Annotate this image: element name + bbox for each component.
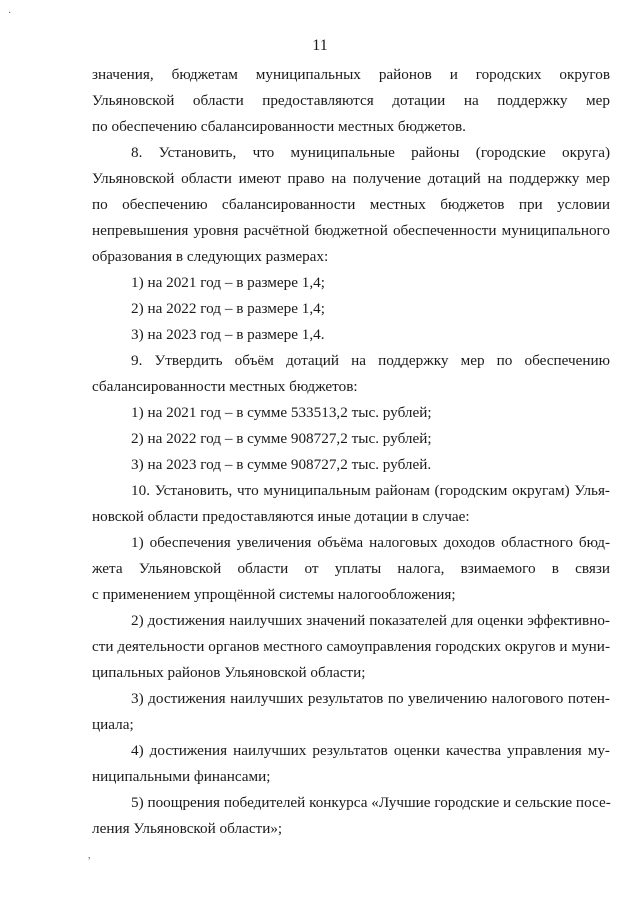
text-line: сбалансированности местных бюджетов: (92, 378, 358, 395)
text-line: с применением упрощённой системы налогообложения; (92, 586, 456, 603)
text-line: Ульяновской области имеют право на получение дотаций на поддержку мер (92, 170, 610, 187)
text-line: ниципальными финансами; (92, 768, 271, 785)
list-item: 3) достижения наилучших результатов по увеличению налогового потен- (131, 690, 610, 707)
list-item: 1) на 2021 год – в сумме 533513,2 тыс. рублей; (131, 404, 432, 421)
text-line: образования в следующих размерах: (92, 248, 329, 265)
list-item: 1) на 2021 год – в размере 1,4; (131, 274, 325, 291)
list-item: 2) на 2022 год – в размере 1,4; (131, 300, 325, 317)
scan-mark: , (88, 850, 91, 861)
text-line: 8. Установить, что муниципальные районы (городские округа) (131, 144, 610, 161)
text-line: непревышения уровня расчётной бюджетной обеспеченности муниципального (92, 222, 610, 239)
text-line: ления Ульяновской области»; (92, 820, 283, 837)
list-item: 3) на 2023 год – в размере 1,4. (131, 326, 325, 343)
text-line: 9. Утвердить объём дотаций на поддержку мер по обеспечению (131, 352, 610, 369)
text-line: значения, бюджетам муниципальных районов и городских округов (92, 66, 610, 83)
text-line: новской области предоставляются иные дотации в случае: (92, 508, 470, 525)
text-line: по обеспечению сбалансированности местных бюджетов. (92, 118, 466, 135)
list-item: 1) обеспечения увеличения объёма налоговых доходов областного бюд- (131, 534, 610, 551)
text-line: жета Ульяновской области от уплаты налога, взимаемого в связи (92, 560, 610, 577)
text-line: Ульяновской области предоставляются дотации на поддержку мер (92, 92, 610, 109)
text-line: по обеспечению сбалансированности местных бюджетов при условии (92, 196, 610, 213)
list-item: 4) достижения наилучших результатов оценки качества управления му- (131, 742, 610, 759)
list-item: 2) на 2022 год – в сумме 908727,2 тыс. рублей; (131, 430, 432, 447)
text-line: сти деятельности органов местного самоуправления городских округов и муни- (92, 638, 610, 655)
list-item: 2) достижения наилучших значений показателей для оценки эффективно- (131, 612, 610, 629)
list-item: 5) поощрения победителей конкурса «Лучшие городские и сельские посе- (131, 794, 611, 811)
list-item: 3) на 2023 год – в сумме 908727,2 тыс. рублей. (131, 456, 432, 473)
scan-mark: · (8, 8, 12, 19)
text-line: ципальных районов Ульяновской области; (92, 664, 366, 681)
page-number: 11 (312, 37, 328, 54)
text-line: циала; (92, 716, 134, 733)
text-line: 10. Установить, что муниципальным районам (городским округам) Улья- (131, 482, 610, 499)
